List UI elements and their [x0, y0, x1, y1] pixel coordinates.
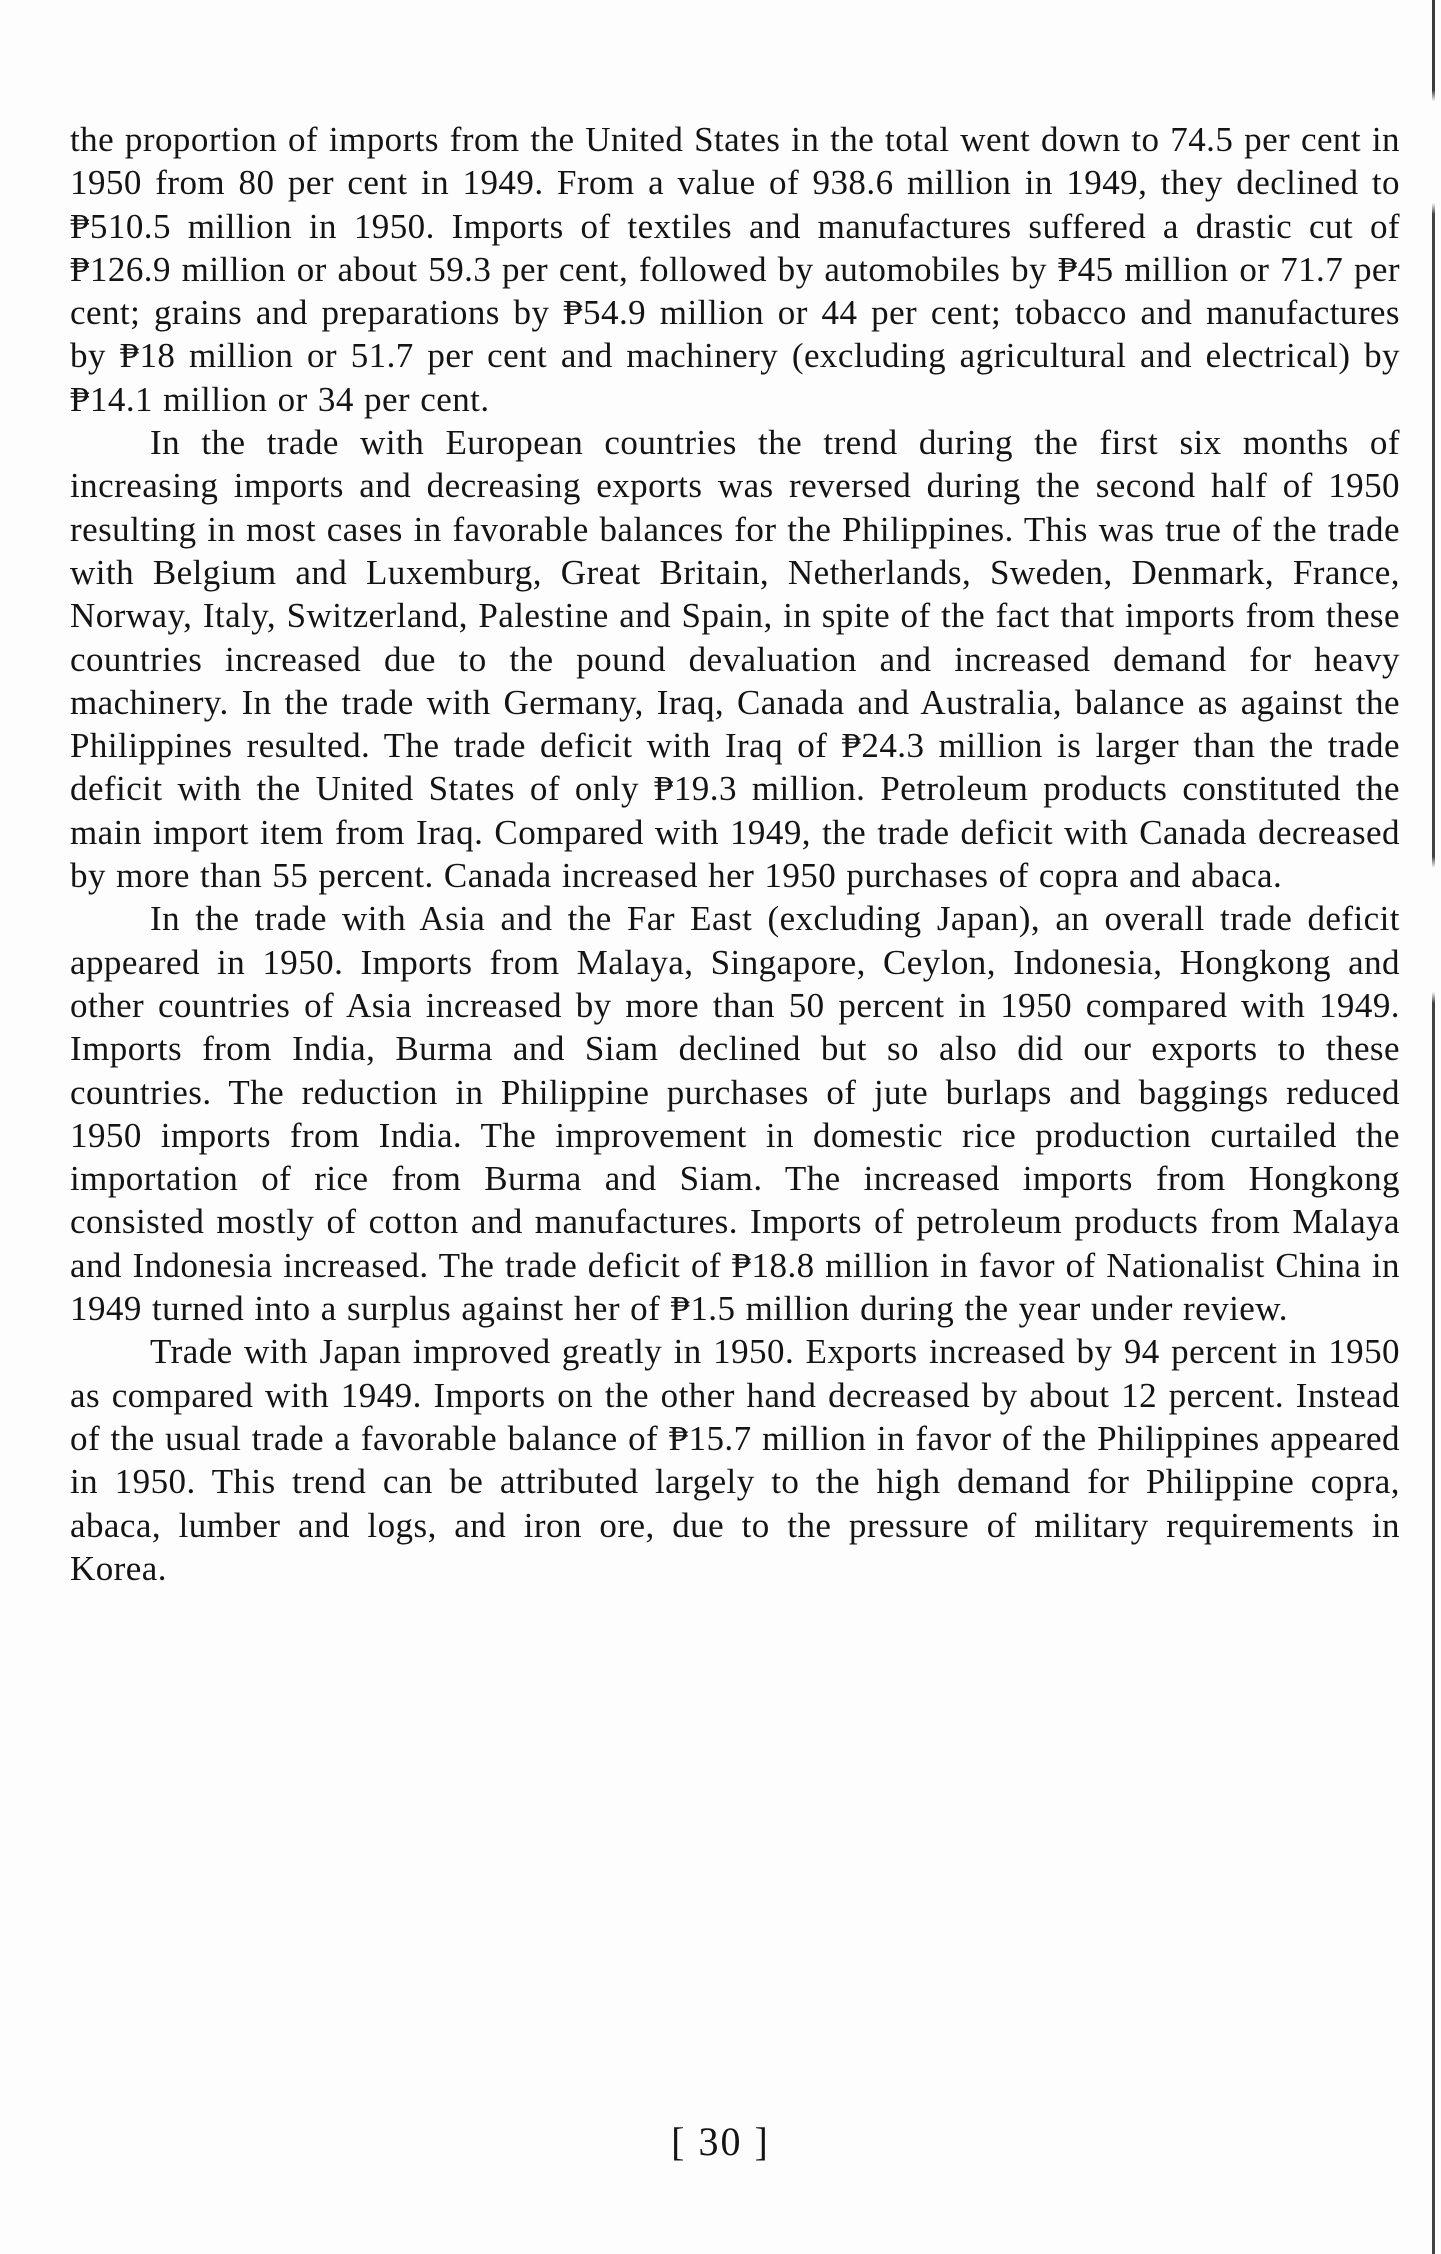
page-edge-line	[1432, 0, 1435, 2254]
paragraph-european-trade: In the trade with European countries the trend during the first six months of increasing imports and decreasing exports was reversed during the second half of 1950 resulting in most cases in favorable balances for the Philippines. This was true of the trade with Belgium and Luxemburg, Great Britain, Netherlands, Sweden, Denmark, France, Norway, Italy, Switzerland, Palestine and Spain, in spite of the fact that imports from these countries increased due to the pound devaluation and increased demand for heavy machinery. In the trade with Germany, Iraq, Canada and Australia, balance as against the Philippines resulted. The trade deficit with Iraq of ₱24.3 million is larger than the trade deficit with the United States of only ₱19.3 million. Petroleum products constituted the main import item from Iraq. Compared with 1949, the trade deficit with Canada decreased by more than 55 percent. Canada increased her 1950 purchases of copra and abaca.	[70, 423, 1400, 896]
page-number: [ 30 ]	[671, 2119, 770, 2164]
paragraph-japan-trade: Trade with Japan improved greatly in 1950. Exports increased by 94 percent in 1950 as compared with 1949. Imports on the other hand decreased by about 12 percent. Instead of the usual trade a favorable balance of ₱15.7 million in favor of the Philippines appeared in 1950. This trend can be attributed largely to the high demand for Philippine copra, abaca, lumber and logs, and iron ore, due to the pressure of military requirements in Korea.	[70, 1332, 1400, 1588]
paragraph-us-imports: the proportion of imports from the United States in the total went down to 74.5 per cent in 1950 from 80 per cent in 1949. From a value of 938.6 million in 1949, they declined to ₱510.5 million in 1950. Imports of textiles and manufactures suffered a drastic cut of ₱126.9 million or about 59.3 per cent, followed by automobiles by ₱45 million or 71.7 per cent; grains and preparations by ₱54.9 million or 44 per cent; tobacco and manufactures by ₱18 million or 51.7 per cent and machinery (excluding agricultural and electrical) by ₱14.1 million or 34 per cent.	[70, 120, 1400, 419]
paragraph-asia-trade: In the trade with Asia and the Far East (excluding Japan), an overall trade deficit appeared in 1950. Imports from Malaya, Singapore, Ceylon, Indonesia, Hongkong and other countries of Asia increased by more than 50 percent in 1950 compared with 1949. Imports from India, Burma and Siam declined but so also did our exports to these countries. The reduction in Philippine purchases of jute burlaps and baggings reduced 1950 imports from India. The improvement in domestic rice production curtailed the importation of rice from Burma and Siam. The increased imports from Hongkong consisted mostly of cotton and manufactures. Imports of petroleum products from Malaya and Indonesia increased. The trade deficit of ₱18.8 million in favor of Nationalist China in 1949 turned into a surplus against her of ₱1.5 million during the year under review.	[70, 899, 1400, 1329]
body-text	[70, 118, 1400, 1590]
